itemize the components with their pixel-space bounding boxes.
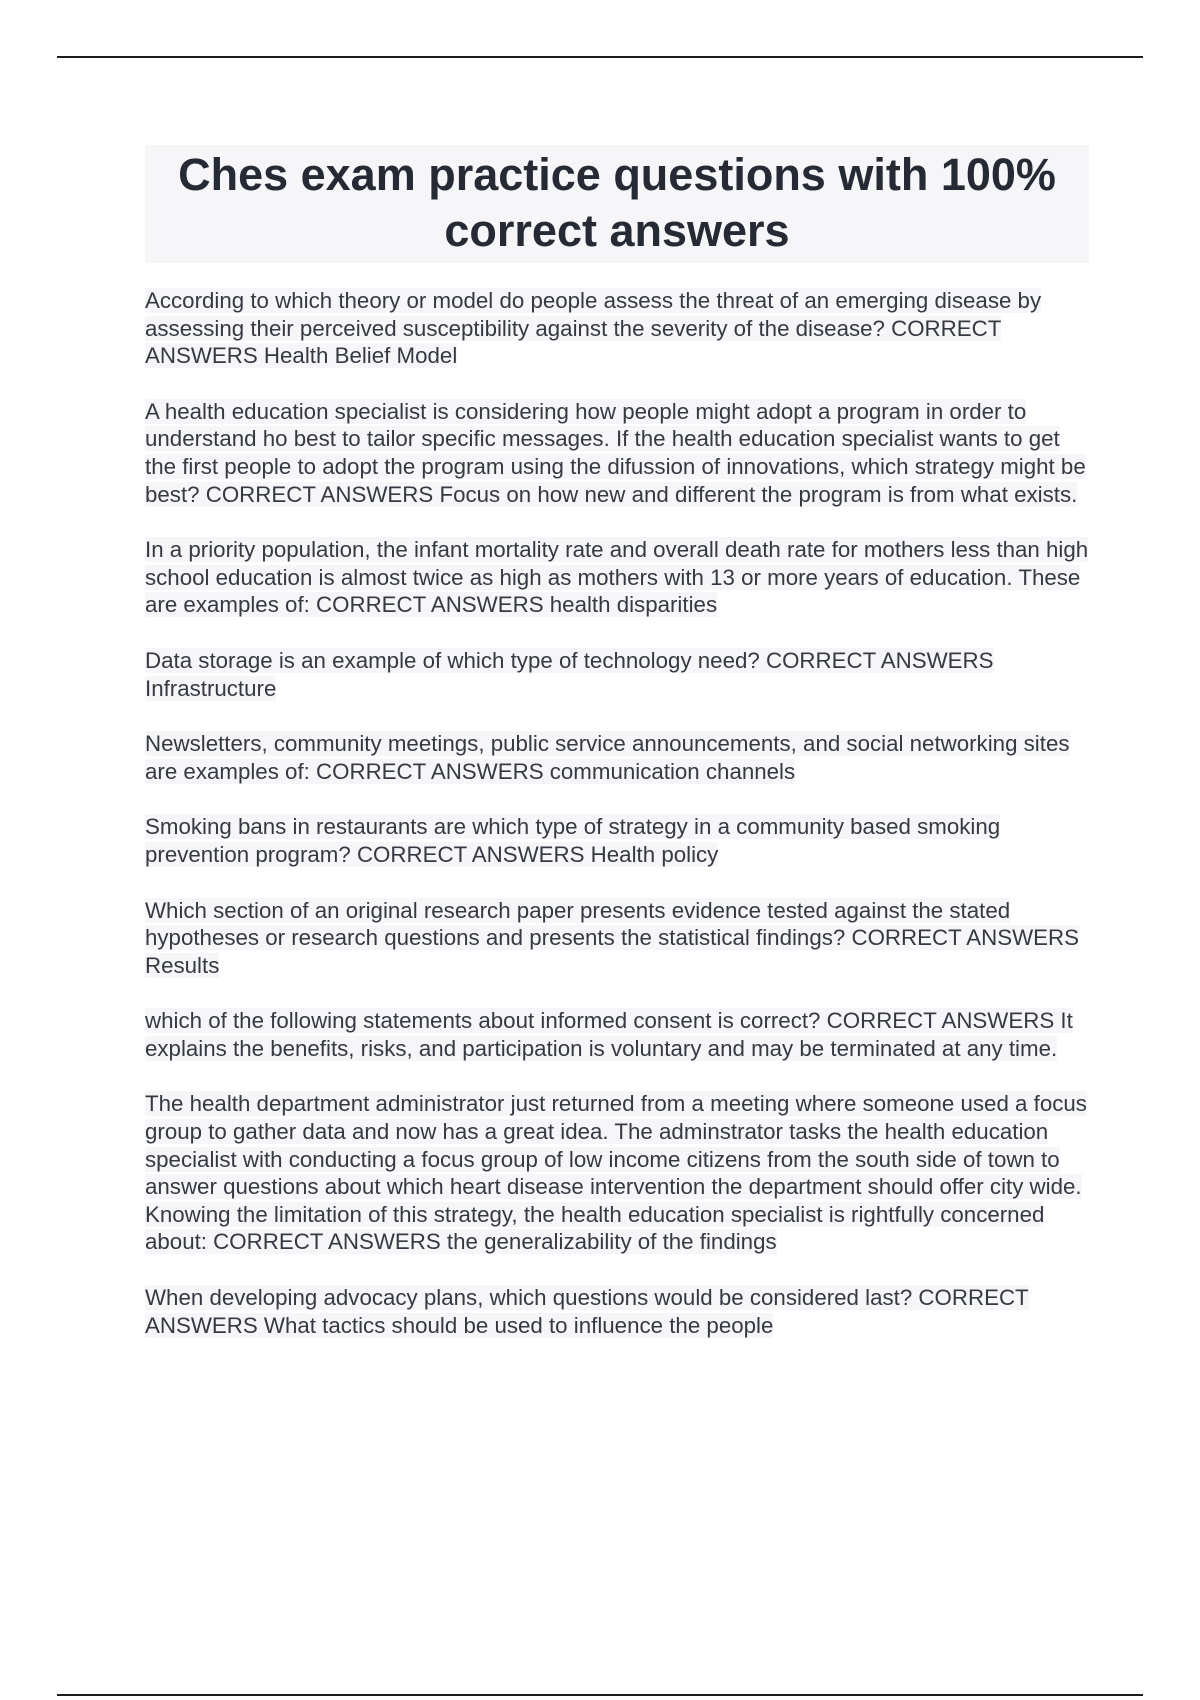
title-block (145, 145, 1089, 263)
qa-text: In a priority population, the infant mortality rate and overall death rate for mothers less than high school education is almost twice as high as mothers with 13 or more years of education. These are examples of: CORRECT ANSWERS health disparities (145, 537, 1089, 618)
qa-item (145, 897, 1089, 980)
qa-item (145, 1007, 1089, 1062)
qa-text: When developing advocacy plans, which questions would be considered last? CORRECT ANSWERS What tactics should be used to influence the people (145, 1285, 1029, 1338)
qa-text: Newsletters, community meetings, public service announcements, and social networking sites are examples of: CORRECT ANSWERS communication channels (145, 731, 1070, 784)
qa-item (145, 398, 1089, 508)
document-body (145, 145, 1089, 1367)
header-rule (57, 56, 1143, 58)
qa-text: According to which theory or model do people assess the threat of an emerging disease by assessing their perceived susceptibility against the severity of the disease? CORRECT ANSWERS Health Belief Model (145, 288, 1042, 369)
qa-list (145, 287, 1089, 1339)
qa-item (145, 730, 1089, 785)
qa-text: Data storage is an example of which type of technology need? CORRECT ANSWERS Infrastructure (145, 647, 994, 701)
qa-text: A health education specialist is considering how people might adopt a program in order to understand ho best to tailor specific messages. If the health education specialist wants to get the first people to adopt the program using the difussion of innovations, which strategy might be best? CORRECT ANSWERS Focus on how new and different the program is from what exists. (145, 398, 1086, 507)
qa-text: Which section of an original research paper presents evidence tested against the stated hypotheses or research questions and presents the statistical findings? CORRECT ANSWERS Results (145, 897, 1080, 978)
footer-rule (57, 1694, 1143, 1696)
qa-item (145, 647, 1089, 702)
qa-item (145, 1090, 1089, 1256)
qa-text: Smoking bans in restaurants are which type of strategy in a community based smoking prevention program? CORRECT ANSWERS Health policy (145, 814, 1001, 867)
document-title: Ches exam practice questions with 100% correct answers (178, 149, 1056, 256)
qa-item (145, 1284, 1089, 1339)
qa-item (145, 536, 1089, 619)
qa-item (145, 287, 1089, 370)
qa-text: which of the following statements about informed consent is correct? CORRECT ANSWERS It explains the benefits, risks, and participation is voluntary and may be terminated at any time. (145, 1008, 1073, 1061)
qa-item (145, 813, 1089, 868)
qa-text: The health department administrator just returned from a meeting where someone used a focus group to gather data and now has a great idea. The adminstrator tasks the health education specialist with conducting a focus group of low income citizens from the south side of town to answer questions about which heart disease intervention the department should offer city wide. Knowing the limitation of this strategy, the health education specialist is rightfully concerned about: CORRECT ANSWERS the generalizability of the findings (145, 1091, 1087, 1255)
